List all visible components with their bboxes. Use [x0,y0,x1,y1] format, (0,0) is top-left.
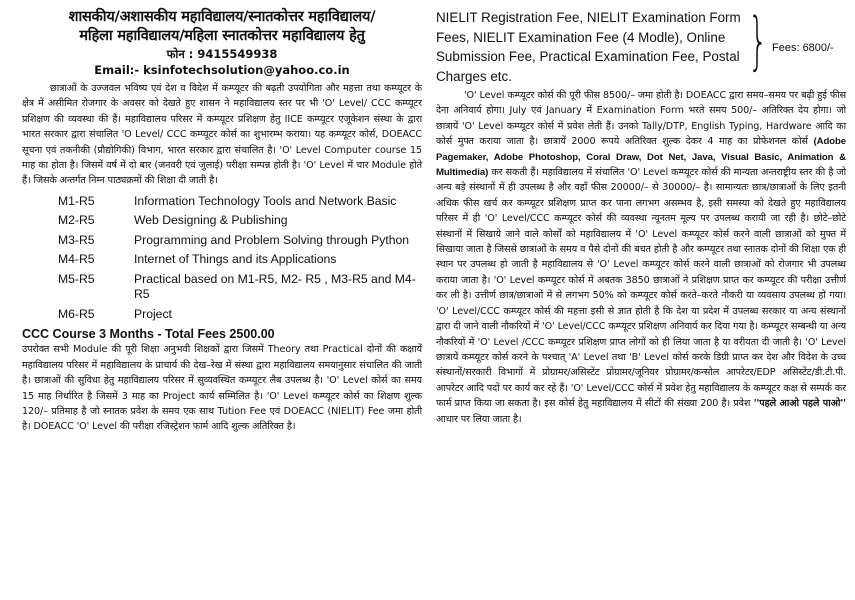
module-code: M1-R5 [58,193,95,208]
header-title-line2: महिला महाविद्यालय/महिला स्नातकोत्तर महाविद्यालय हेतु [79,28,365,44]
right-column [436,4,847,427]
fees-paragraph [436,88,846,427]
ccc-paragraph: उपरोक्त सभी Module की पूरी शिक्षा अनुभवी शिक्षकों द्वारा जिसमें Theory तथा Practical दोनों की कक्षायें महाविद्यालय परिसर में महाविद्यालय के प्राचार्य की देख–रेख में संस्था द्वारा महाविद्यालय समयानुसार संचालित की जाती है। छात्राओं की सुविधा हेतु महाविद्यालय परिसर में सुव्यवस्थित कम्प्यूटर लैब उपलब्ध है। 'O' Level कोर्स का समय 15 माह निर्धारित है जिसमें 3 माह का Project कार्य सम्मिलित है। 'O' Level कम्प्यूटर कोर्स का शिक्षण शुल्क 120/– प्रतिमाह है जो स्नातक प्रवेश के समय एक साथ Tution Fee एवं DOEACC (NIELIT) Fee जमा होती है। DOEACC 'O' Level की परीक्षा रजिस्ट्रेशन फार्म आदि शुल्क अतिरिक्त है। [22,344,422,433]
module-desc: Information Technology Tools and Network Basic [134,193,397,208]
email-address: Email:- ksinfotechsolution@yahoo.co.in [94,63,350,77]
fees-paragraph-body: कर सकती हैं। महाविद्यालय में संचालित 'O' Level कम्प्यूटर कोर्स की मान्यता अन्तराष्ट्रीय स्तर की है जो अन्य बड़े संस्थानों में ही उपलब्ध है और वहाँ फीस 20000/– से 30000/– है। सामान्यतः छात्र/छात्राओं के लिए इतनी अधिक फीस खर्च कर कम्प्यूटर प्रशिक्षण प्राप्त कर पाना लगभग असम्भव है, इसी समस्या को देखते हुए महाविद्यालय परिसर में ही 'O' Level/CCC कम्प्यूटर कोर्स की व्यवस्था न्यूनतम मूल्य पर उपलब्ध करायी जा रही है। छोटे–छोटे संस्थानों में सिखाये जाने वाले कोर्सों को महाविद्यालय में 'O' Level कम्प्यूटर कोर्स करने वाली छात्राओं को मुफ्त में सिखाया जाता है जिससे छात्राओं के समय व पैसे दोनों की बचत होती है और कम्प्यूटर तथा स्नातक दोनों की शिक्षा एक ही स्थान पर उपलब्ध हो जाती है महाविद्यालय से 'O' Level कम्प्यूटर कोर्स करने वाली छात्राओं को रोजगार भी उपलब्ध कराया जाता है। 'O' Level कम्प्यूटर कोर्स में अबतक 3850 छात्राओं ने प्रशिक्षण प्राप्त कर कम्प्यूटर की परीक्षा उत्तीर्ण कर ली है। उत्तीर्ण छात्र/छात्राओं में से लगभग 50% को कम्प्यूटर कोर्स करते–करते नौकरी या व्यवसाय उपलब्ध हो गया। 'O' Level/CCC कम्प्यूटर कोर्स की महत्ता इसी से ज्ञात होती है कि देश या प्रदेश में उपलब्ध सरकार या अन्य संस्थानों द्वारा दी जाने वाली नौकरियों में 'O' Level/CCC कम्प्यूटर प्रशिक्षण अनिवार्य कर दिया गया है। कम्प्यूटर सम्बन्धी या अन्य नौकरियों में 'O' Level /CCC कम्प्यूटर प्रशिक्षण प्राप्त लोगों को ही लिया जाता है या वरीयता दी जाती है। 'O' Level छात्रायें कम्प्यूटर कोर्स करने के पश्चात् 'A' Level तथा 'B' Level कोर्स करके डिग्री प्राप्त कर देश और विदेश के उच्च संस्थानों/सरकारी विभागों में प्रोग्रामर/असिस्टेंट प्रोग्रामर/जूनियर प्रोग्रामर/कन्सोल आपरेटर/EDP असिस्टेंट/डी.टी.पी. आपरेटर आदि पदों पर कार्य कर रहे हैं। 'O' Level/CCC कोर्स में प्रवेश हेतु महाविद्यालय के कम्प्यूटर कक्ष से सम्पर्क कर फार्म प्राप्त किया जा सकता है। इस कोर्स हेतु महाविद्यालय में सीटों की संख्या 200 है। प्रवेश [436,167,847,410]
phone-number: फोन : 9415549938 [166,47,278,61]
module-desc: Practical based on M1-R5, M2- R5 , M3-R5 and M4-R5 [134,271,416,302]
registration-fees-box [436,4,846,88]
fees-paragraph-end: आधार पर लिया जाता है। [436,413,522,425]
module-desc: Programming and Problem Solving through Python [134,232,410,247]
module-desc: Web Designing & Publishing [134,213,288,228]
registration-fees-text: NIELIT Registration Fee, NIELIT Examination Form Fees, NIELIT Examination Fee (4 Modle), Online Submission Fee, Practical Examination Fee, Postal Charges etc. [436,10,741,84]
module-row [58,307,422,323]
module-row [58,272,422,303]
professional-course-list: (Adobe Pagemaker, Adobe Photoshop, Coral Draw, Dot Net, Java, Visual Basic, Animation & Multimedia) [436,136,846,179]
ccc-heading: CCC Course 3 Months - Total Fees 2500.00 [22,327,275,342]
module-code: M4-R5 [58,252,95,267]
module-row [58,233,422,249]
module-row [58,213,422,229]
first-come-slogan: ''पहले आओ पहले पाओ'' [753,398,847,410]
module-desc: Internet of Things and its Applications [134,252,337,267]
module-row [58,194,422,210]
module-code: M5-R5 [58,271,95,286]
right-brace-icon: } [748,4,768,77]
header-title-line1: शासकीय/अशासकीय महाविद्यालय/स्नातकोत्तर महाविद्यालय/ [68,9,376,25]
intro-paragraph: छात्राओं के उज्जवल भविष्य एवं देश व विदेश में कम्प्यूटर की बढ़ती उपयोगिता और महत्ता तथा कम्प्यूटर के क्षेत्र में असीमित रोजगार के अवसर को देखते हुए शासन ने महाविद्यालय स्तर पर भी 'O' Level/ CCC कम्प्यूटर प्रशिक्षण की व्यवस्था की है। महाविद्यालय परिसर में कम्प्यूटर प्रशिक्षण हेतु IICE कम्प्यूटर एजूकेशन संस्था के द्वारा भारत सरकार द्वारा संचालित 'O Level/ CCC कम्प्यूटर कोर्स का शुभारम्भ कराया। यह कम्प्यूटर कोर्स, DOEACC सूचना एवं तकनीकी (प्रौद्योगिकी) विभाग, भारत सरकार द्वारा संचालित है। 'O' Level Computer course 15 माह का होता है। जिसमें वर्ष में दो बार (जनवरी एवं जुलाई) परीक्षा सम्पन्न होती है। 'O' Level में चार Module होते हैं। जिसके अन्तर्गत निम्न पाठ्यक्रमों की शिक्षा दी जाती है। [22,83,422,187]
module-code: M3-R5 [58,232,95,247]
fees-total: Fees: 6800/- [772,42,834,54]
module-list [58,194,422,323]
module-desc: Project [134,306,172,321]
module-code: M2-R5 [58,213,95,228]
fees-paragraph-intro: 'O' Level कम्प्यूटर कोर्स की पूरी फीस 8500/– जमा होती है। DOEACC द्वारा समय–समय पर बढ़ी हुई फीस देना अनिवार्य होगा। July एवं January में Examination Form भरते समय 500/– अतिरिक्त देय होगा। जो छात्रायें 'O' Level कम्प्यूटर कोर्स में प्रवेश लेती हैं। उनको Tally/DTP, English Typing, Hardware आदि का कोर्स मुफ्त कराया जाता है। छात्रायें 2000 रूपये अतिरिक्त शुल्क देकर 4 माह का प्रोफेशनल कोर्स [436,90,846,148]
left-column [22,8,422,435]
module-code: M6-R5 [58,306,95,321]
module-row [58,252,422,268]
